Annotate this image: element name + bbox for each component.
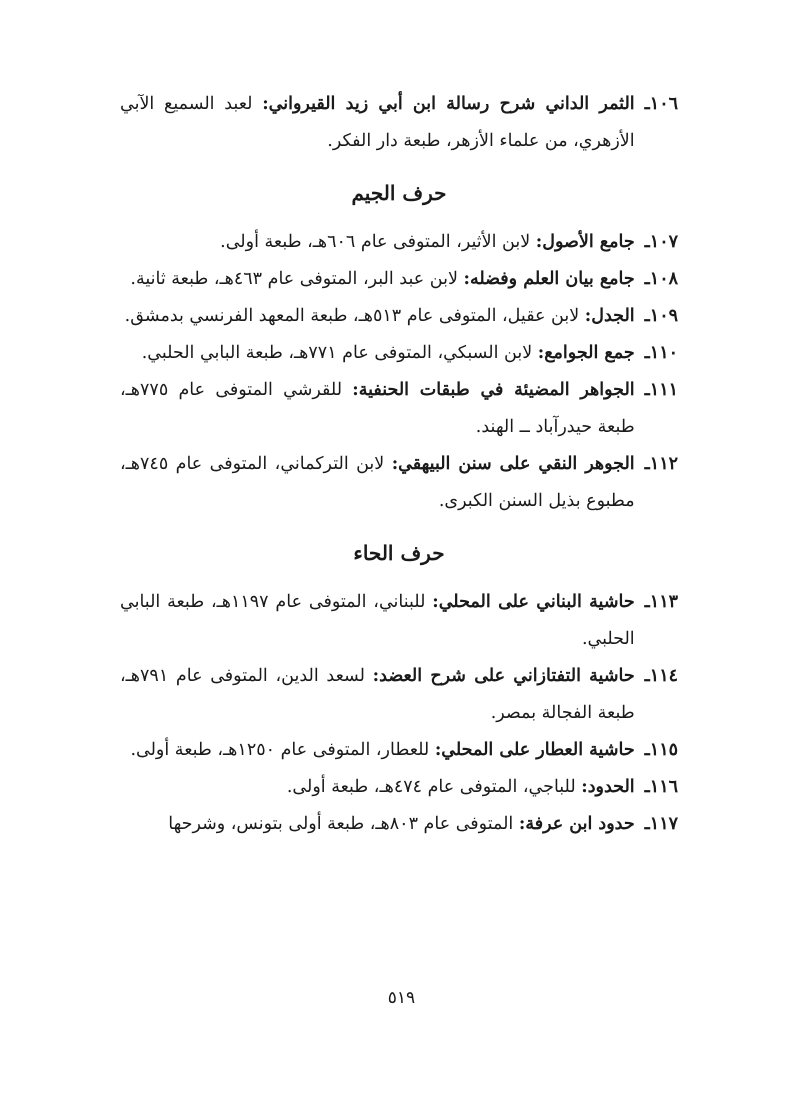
entry-title: حاشية العطار على المحلي:: [434, 740, 635, 760]
entry-body: [120, 298, 635, 335]
entry-112: [120, 446, 678, 520]
entry-107: [120, 224, 678, 261]
entry-text: لعبد السميع الآبي الأزهري، من علماء الأزهر، طبعة دار الفكر.: [120, 94, 635, 151]
entry-text: لابن السبكي، المتوفى عام ٧٧١هـ، طبعة البابي الحلبي.: [141, 343, 538, 363]
entry-106: [120, 86, 678, 160]
entry-110: [120, 335, 678, 372]
entry-number: ١١٠ـ: [644, 343, 678, 363]
section-heading-jim: حرف الجيم: [351, 181, 447, 205]
entry-116: [120, 769, 678, 806]
entry-number: ١٠٨ـ: [644, 269, 678, 289]
entry-number: ١١١ـ: [644, 380, 678, 400]
entry-text: لابن عبد البر، المتوفى عام ٤٦٣هـ، طبعة ثانية.: [130, 269, 464, 289]
entry-body: [120, 335, 635, 372]
entry-title: الحدود:: [581, 777, 635, 797]
entry-title: الجوهر النقي على سنن البيهقي:: [391, 454, 635, 474]
entry-115: [120, 732, 678, 769]
entry-text: المتوفى عام ٨٠٣هـ، طبعة أولى بتونس، وشرحها: [168, 814, 519, 834]
entry-body: [120, 224, 635, 261]
entry-number: ١٠٧ـ: [644, 232, 678, 252]
entry-text: للقرشي المتوفى عام ٧٧٥هـ، طبعة حيدرآباد ــ الهند.: [120, 380, 635, 437]
entry-114: [120, 658, 678, 732]
entry-number: ١١٥ـ: [644, 740, 678, 760]
entry-number: ١١٢ـ: [644, 454, 678, 474]
entry-title: جامع بيان العلم وفضله:: [463, 269, 635, 289]
entry-text: للبناني، المتوفى عام ١١٩٧هـ، طبعة البابي الحلبي.: [120, 592, 635, 649]
entry-text: للعطار، المتوفى عام ١٢٥٠هـ، طبعة أولى.: [130, 740, 435, 760]
entry-number: ١٠٦ـ: [644, 94, 678, 114]
entry-body: [120, 261, 635, 298]
entry-text: لابن عقيل، المتوفى عام ٥١٣هـ، طبعة المعهد الفرنسي بدمشق.: [124, 306, 585, 326]
entry-title: حدود ابن عرفة:: [518, 814, 635, 834]
entry-text: للباجي، المتوفى عام ٤٧٤هـ، طبعة أولى.: [286, 777, 582, 797]
entry-number: ١٠٩ـ: [644, 306, 678, 326]
entry-body: [120, 806, 635, 843]
entry-body: [120, 584, 635, 658]
entry-title: جمع الجوامع:: [537, 343, 635, 363]
entry-108: [120, 261, 678, 298]
page-number: ٥١٩: [387, 988, 416, 1008]
entry-111: [120, 372, 678, 446]
entry-113: [120, 584, 678, 658]
entry-text: لابن الأثير، المتوفى عام ٦٠٦هـ، طبعة أولى.: [220, 232, 536, 252]
entry-number: ١١٧ـ: [644, 814, 678, 834]
entry-text: لابن التركماني، المتوفى عام ٧٤٥هـ، مطبوع بذيل السنن الكبرى.: [120, 454, 635, 511]
entry-number: ١١٣ـ: [644, 592, 678, 612]
section-heading-ha: حرف الحاء: [353, 541, 445, 565]
entry-title: الجواهر المضيئة في طبقات الحنفية:: [352, 380, 635, 400]
entry-title: الثمر الداني شرح رسالة ابن أبي زيد القيرواني:: [262, 94, 635, 114]
bibliography-page: [120, 86, 678, 843]
entry-number: ١١٤ـ: [644, 666, 678, 686]
entry-body: [120, 732, 635, 769]
entry-body: [120, 658, 635, 732]
entry-109: [120, 298, 678, 335]
entry-title: الجدل:: [584, 306, 635, 326]
entry-text: لسعد الدين، المتوفى عام ٧٩١هـ، طبعة الفجالة بمصر.: [120, 666, 635, 723]
entry-117: [120, 806, 678, 843]
entry-title: جامع الأصول:: [535, 232, 635, 252]
entry-body: [120, 86, 635, 160]
entry-body: [120, 372, 635, 446]
entry-body: [120, 769, 635, 806]
entry-title: حاشية التفتازاني على شرح العضد:: [372, 666, 635, 686]
entry-number: ١١٦ـ: [644, 777, 678, 797]
entry-body: [120, 446, 635, 520]
entry-title: حاشية البناني على المحلي:: [432, 592, 635, 612]
